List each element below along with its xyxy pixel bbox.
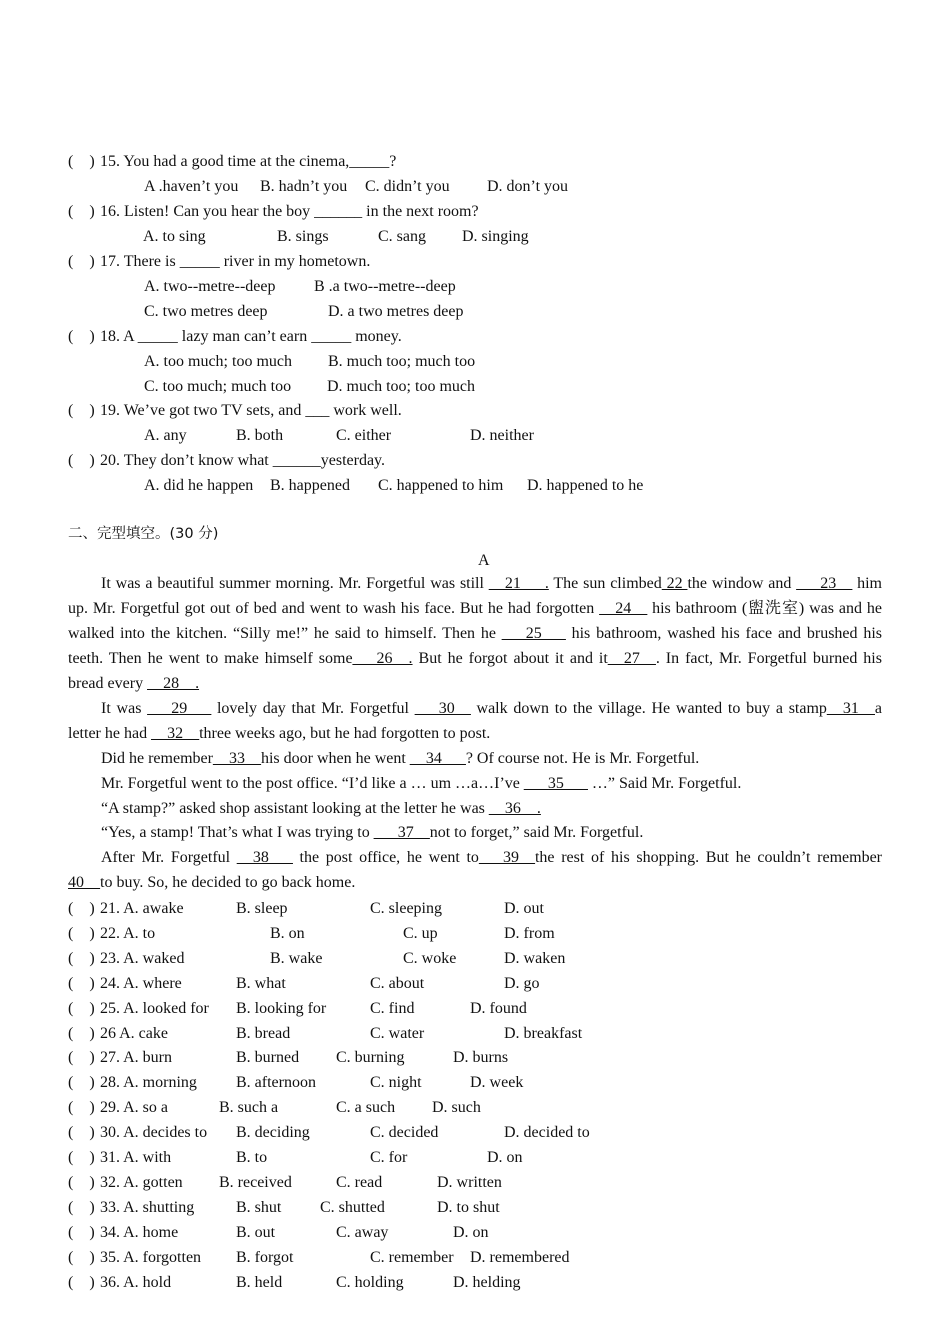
option-c: C. burning bbox=[336, 1049, 405, 1067]
answer-paren: ( ) bbox=[68, 949, 95, 967]
option-c: C. didn’t you bbox=[365, 178, 450, 195]
option-d: D. helding bbox=[453, 1273, 521, 1291]
blank-24: __24__ bbox=[599, 599, 648, 617]
option-d: D. found bbox=[470, 999, 527, 1017]
option-d: D. from bbox=[504, 924, 555, 942]
option-b: B. deciding bbox=[236, 1124, 310, 1142]
option-b: B. what bbox=[236, 974, 286, 992]
option-b: B. to bbox=[236, 1149, 268, 1166]
question-number: 32 bbox=[100, 1173, 116, 1191]
option-c: C. up bbox=[403, 924, 438, 942]
question-stem: A _____ lazy man can’t earn _____ money. bbox=[123, 328, 402, 345]
cloze-question-21: ( ) 21. A. awake B. sleep C. sleeping D. out bbox=[0, 896, 950, 921]
answer-paren: ( ) bbox=[68, 999, 95, 1017]
option-b: B. hadn’t you bbox=[260, 178, 348, 195]
option-d: D. to shut bbox=[437, 1198, 500, 1216]
options-17-row1 bbox=[0, 274, 950, 299]
option-a: A. cake bbox=[119, 1024, 168, 1042]
question-number: 27 bbox=[100, 1049, 116, 1067]
blank-35: ___35___ bbox=[523, 775, 588, 792]
option-a: A. did he happen bbox=[144, 477, 254, 494]
blank-25: ___25___ bbox=[501, 624, 566, 642]
option-a: A. where bbox=[123, 974, 182, 992]
option-a: A. with bbox=[123, 1149, 172, 1166]
blank-28: __28__. bbox=[147, 674, 200, 692]
question-stem: There is _____ river in my hometown. bbox=[123, 253, 371, 270]
blank-23: ___23__ bbox=[796, 575, 853, 592]
blank-36: __36__. bbox=[488, 800, 541, 817]
blank-27: __27__ bbox=[607, 649, 656, 667]
question-number: 15 bbox=[100, 153, 116, 170]
option-b: B. happened bbox=[270, 477, 350, 494]
option-d: D. breakfast bbox=[504, 1024, 583, 1042]
options-15 bbox=[0, 174, 950, 199]
option-d: D. neither bbox=[470, 427, 534, 444]
option-a: A. to sing bbox=[143, 228, 206, 245]
option-a: A. to bbox=[123, 924, 156, 942]
question-number: 19 bbox=[100, 402, 116, 419]
blank-37: ___37__ bbox=[373, 824, 430, 841]
options-17-row2 bbox=[0, 299, 950, 324]
option-b: B. both bbox=[236, 427, 284, 444]
question-number: 31 bbox=[100, 1149, 116, 1166]
question-15: ( ) 15. You had a good time at the cinema,_____? bbox=[0, 149, 950, 174]
option-b: B. much too; much too bbox=[328, 353, 476, 370]
option-c: C. too much; much too bbox=[144, 378, 292, 395]
option-c: C. either bbox=[336, 427, 392, 444]
answer-paren: ( ) bbox=[68, 402, 95, 419]
passage-paragraph-3: Did he remember__33__his door when he went __34___? Of course not. He is Mr. Forgetful. bbox=[101, 750, 700, 767]
cloze-question-23: ( ) 23. A. waked B. wake C. woke D. waken bbox=[0, 946, 950, 971]
question-18: ( ) 18. A _____ lazy man can’t earn _____ money. bbox=[0, 324, 950, 349]
question-number: 18 bbox=[100, 328, 116, 345]
passage-paragraph-5: “A stamp?” asked shop assistant looking at the letter he was __36__. bbox=[101, 800, 541, 817]
option-a: A. home bbox=[123, 1223, 179, 1241]
option-c: C. away bbox=[336, 1223, 389, 1241]
option-c: C. a such bbox=[336, 1099, 396, 1117]
option-d: D. burns bbox=[453, 1049, 509, 1067]
question-number: 23 bbox=[100, 949, 116, 967]
question-number: 22 bbox=[100, 924, 116, 942]
question-19: ( ) 19. We’ve got two TV sets, and ___ work well. bbox=[0, 398, 950, 423]
question-number: 16 bbox=[100, 203, 116, 220]
option-c: C. about bbox=[370, 974, 425, 992]
option-c: C. read bbox=[336, 1173, 383, 1191]
option-a: A. forgotten bbox=[123, 1248, 202, 1266]
question-stem: They don’t know what ______yesterday. bbox=[123, 452, 385, 469]
blank-26: ___26__. bbox=[352, 649, 413, 667]
passage-paragraph-6: “Yes, a stamp! That’s what I was trying to ___37__not to forget,” said Mr. Forgetful. bbox=[101, 824, 644, 841]
question-number: 24 bbox=[100, 974, 116, 992]
cloze-question-22: ( ) 22. A. to B. on C. up D. from bbox=[0, 921, 950, 946]
cloze-question-28: ( ) 28. A. morning B. afternoon C. night D. week bbox=[0, 1070, 950, 1095]
option-d: D. much too; too much bbox=[327, 378, 475, 395]
answer-paren: ( ) bbox=[68, 1198, 95, 1216]
question-number: 28 bbox=[100, 1074, 116, 1092]
option-c: C. remember bbox=[370, 1248, 454, 1266]
question-number: 35 bbox=[100, 1248, 116, 1266]
option-c: C. sleeping bbox=[370, 900, 442, 917]
cloze-question-35: ( ) 35. A. forgotten B. forgot C. remember D. remembered bbox=[0, 1245, 950, 1270]
option-c: C. find bbox=[370, 999, 415, 1017]
cloze-question-29: ( ) 29. A. so a B. such a C. a such D. such bbox=[0, 1095, 950, 1120]
blank-33: __33__ bbox=[212, 750, 261, 767]
option-a: A .haven’t you bbox=[144, 178, 239, 195]
answer-paren: ( ) bbox=[68, 1273, 95, 1291]
option-c: C. water bbox=[370, 1024, 425, 1042]
cloze-question-26 bbox=[0, 1021, 950, 1046]
options-16 bbox=[0, 224, 950, 249]
option-c: C. decided bbox=[370, 1124, 439, 1142]
option-d: D. written bbox=[437, 1173, 502, 1191]
option-b: B. out bbox=[236, 1223, 276, 1241]
option-c: C. sang bbox=[378, 228, 426, 245]
question-number: 26 bbox=[100, 1024, 116, 1042]
blank-22: 22 bbox=[661, 575, 688, 592]
option-d: D. week bbox=[470, 1074, 524, 1092]
cloze-question-31: ( ) 31. A. with B. to C. for D. on bbox=[0, 1145, 950, 1170]
question-number: 25 bbox=[100, 999, 116, 1017]
blank-21: __21___. bbox=[488, 575, 549, 592]
answer-paren: ( ) bbox=[68, 452, 95, 469]
option-a: A. awake bbox=[123, 900, 184, 917]
blank-40: 40__ bbox=[68, 873, 100, 891]
option-d: D. a two metres deep bbox=[328, 303, 464, 320]
option-b: B. burned bbox=[236, 1049, 300, 1067]
question-stem: We’ve got two TV sets, and ___ work well. bbox=[123, 402, 402, 419]
option-d: D. don’t you bbox=[487, 178, 569, 195]
blank-31: __31__ bbox=[826, 700, 875, 717]
blank-39: ___39__ bbox=[478, 849, 535, 866]
option-a: A. so a bbox=[123, 1099, 169, 1117]
answer-paren: ( ) bbox=[68, 924, 95, 942]
cloze-question-25: ( ) 25. A. looked for B. looking for C. find D. found bbox=[0, 996, 950, 1021]
answer-paren: ( ) bbox=[68, 203, 95, 220]
answer-paren: ( ) bbox=[68, 1124, 95, 1142]
question-number: 20 bbox=[100, 452, 116, 469]
option-a: A. burn bbox=[123, 1049, 173, 1067]
passage-paragraph-7: After Mr. Forgetful __38___ the post office, he went to___39__the rest of his shopping. But he couldn’t remember 40__to buy. So, he decided to go back home. bbox=[68, 849, 883, 891]
options-18-row2 bbox=[0, 374, 950, 399]
cloze-question-32: ( ) 32. A. gotten B. received C. read D. written bbox=[0, 1170, 950, 1195]
answer-paren: ( ) bbox=[68, 153, 95, 170]
option-d: D. on bbox=[453, 1223, 489, 1241]
option-d: D. singing bbox=[462, 228, 529, 245]
question-number: 36 bbox=[100, 1273, 116, 1291]
blank-30: ___30__ bbox=[414, 700, 471, 717]
option-b: B. on bbox=[270, 924, 305, 942]
option-c: C. shutted bbox=[320, 1198, 385, 1216]
option-b: B. shut bbox=[236, 1198, 282, 1216]
answer-paren: ( ) bbox=[68, 1223, 95, 1241]
question-stem: Listen! Can you hear the boy ______ in the next room? bbox=[124, 203, 479, 220]
option-b: B .a two--metre--deep bbox=[314, 278, 456, 295]
option-d: D. such bbox=[432, 1099, 481, 1117]
option-a: A. decides to bbox=[123, 1124, 208, 1142]
cloze-question-30: ( ) 30. A. decides to B. deciding C. decided D. decided to bbox=[0, 1120, 950, 1145]
answer-paren: ( ) bbox=[68, 1099, 95, 1117]
option-a: A. looked for bbox=[123, 999, 209, 1017]
answer-paren: ( ) bbox=[68, 1024, 95, 1042]
options-18-row1 bbox=[0, 349, 950, 374]
question-16: ( ) 16. Listen! Can you hear the boy ______ in the next room? bbox=[0, 199, 950, 224]
question-number: 33 bbox=[100, 1198, 116, 1216]
answer-paren: ( ) bbox=[68, 1149, 95, 1166]
question-number: 17 bbox=[100, 253, 116, 270]
question-number: 29 bbox=[100, 1099, 116, 1117]
passage-paragraph-2: It was ___29___ lovely day that Mr. Forgetful ___30__ walk down to the village. He wanted to buy a stamp__31__a letter he had __32__three weeks ago, but he had forgotten to post. bbox=[68, 700, 883, 742]
option-a: A. shutting bbox=[123, 1198, 195, 1216]
answer-paren: ( ) bbox=[68, 1173, 95, 1191]
option-c: C. happened to him bbox=[378, 477, 504, 494]
options-19 bbox=[0, 423, 950, 448]
option-a: A. morning bbox=[123, 1074, 197, 1092]
answer-paren: ( ) bbox=[68, 1248, 95, 1266]
blank-38: __38___ bbox=[236, 849, 293, 866]
question-20: ( ) 20. They don’t know what ______yesterday. bbox=[0, 448, 950, 473]
option-c: C. two metres deep bbox=[144, 303, 268, 320]
answer-paren: ( ) bbox=[68, 253, 95, 270]
option-c: C. for bbox=[370, 1149, 408, 1166]
answer-paren: ( ) bbox=[68, 900, 95, 917]
option-a: A. two--metre--deep bbox=[144, 278, 276, 295]
option-b: B. received bbox=[219, 1173, 292, 1191]
option-d: D. waken bbox=[504, 949, 566, 967]
option-a: A. waked bbox=[123, 949, 185, 967]
cloze-question-24: ( ) 24. A. where B. what C. about D. go bbox=[0, 971, 950, 996]
cloze-question-36: ( ) 36. A. hold B. held C. holding D. helding bbox=[0, 1270, 950, 1295]
option-b: B. afternoon bbox=[236, 1074, 316, 1092]
option-c: C. night bbox=[370, 1074, 422, 1092]
passage-label: A bbox=[478, 552, 490, 569]
question-17: ( ) 17. There is _____ river in my hometown. bbox=[0, 249, 950, 274]
option-a: A. too much; too much bbox=[144, 353, 292, 370]
answer-paren: ( ) bbox=[68, 974, 95, 992]
option-b: B. sings bbox=[277, 228, 329, 245]
option-c: C. woke bbox=[403, 949, 457, 967]
option-c: C. holding bbox=[336, 1273, 404, 1291]
option-d: D. on bbox=[487, 1149, 523, 1166]
answer-paren: ( ) bbox=[68, 328, 95, 345]
option-d: D. remembered bbox=[470, 1248, 570, 1266]
option-b: B. bread bbox=[236, 1024, 291, 1042]
question-number: 30 bbox=[100, 1124, 116, 1142]
section-heading: 二、完型填空。(30 分) bbox=[68, 526, 219, 542]
option-d: D. out bbox=[504, 900, 544, 917]
blank-32: __32__ bbox=[151, 724, 200, 742]
answer-paren: ( ) bbox=[68, 1074, 95, 1092]
option-b: B. forgot bbox=[236, 1248, 294, 1266]
option-a: A. hold bbox=[123, 1273, 172, 1291]
option-b: B. wake bbox=[270, 949, 323, 967]
blank-34: __34___ bbox=[409, 750, 466, 767]
option-d: D. go bbox=[504, 974, 540, 992]
passage-paragraph-4: Mr. Forgetful went to the post office. “I’d like a … um …a…I’ve ___35___ …” Said Mr. Forgetful. bbox=[101, 775, 742, 792]
option-a: A. gotten bbox=[123, 1173, 183, 1191]
option-b: B. looking for bbox=[236, 999, 327, 1017]
cloze-question-27: ( ) 27. A. burn B. burned C. burning D. burns bbox=[0, 1045, 950, 1070]
passage-paragraph-1: It was a beautiful summer morning. Mr. Forgetful was still __21___. The sun climbed 22 the window and ___23__ him up. Mr. Forgetful got out of bed and went to wash his face. But he had forgotten __24__ his bathroom (盥洗室) was and he walked into the kitchen. “Silly me!” he said to himself. Then he ___25___ his bathroom, washed his face and brushed his teeth. Then he went to make himself some___26__. But he forgot about it and it__27__. In fact, Mr. Forgetful burned his bread every __28__. bbox=[68, 575, 883, 692]
answer-paren: ( ) bbox=[68, 1049, 95, 1067]
options-20 bbox=[0, 473, 950, 498]
question-number: 34 bbox=[100, 1223, 116, 1241]
question-number: 21 bbox=[100, 900, 116, 917]
option-a: A. any bbox=[144, 427, 187, 444]
option-b: B. such a bbox=[219, 1099, 279, 1117]
option-b: B. sleep bbox=[236, 900, 288, 917]
option-d: D. decided to bbox=[504, 1124, 590, 1142]
option-d: D. happened to he bbox=[527, 477, 644, 494]
cloze-question-34: ( ) 34. A. home B. out C. away D. on bbox=[0, 1220, 950, 1245]
option-b: B. held bbox=[236, 1273, 283, 1291]
blank-29: ___29___ bbox=[147, 700, 212, 717]
cloze-question-33: ( ) 33. A. shutting B. shut C. shutted D. to shut bbox=[0, 1195, 950, 1220]
question-stem: You had a good time at the cinema,_____? bbox=[123, 153, 397, 170]
